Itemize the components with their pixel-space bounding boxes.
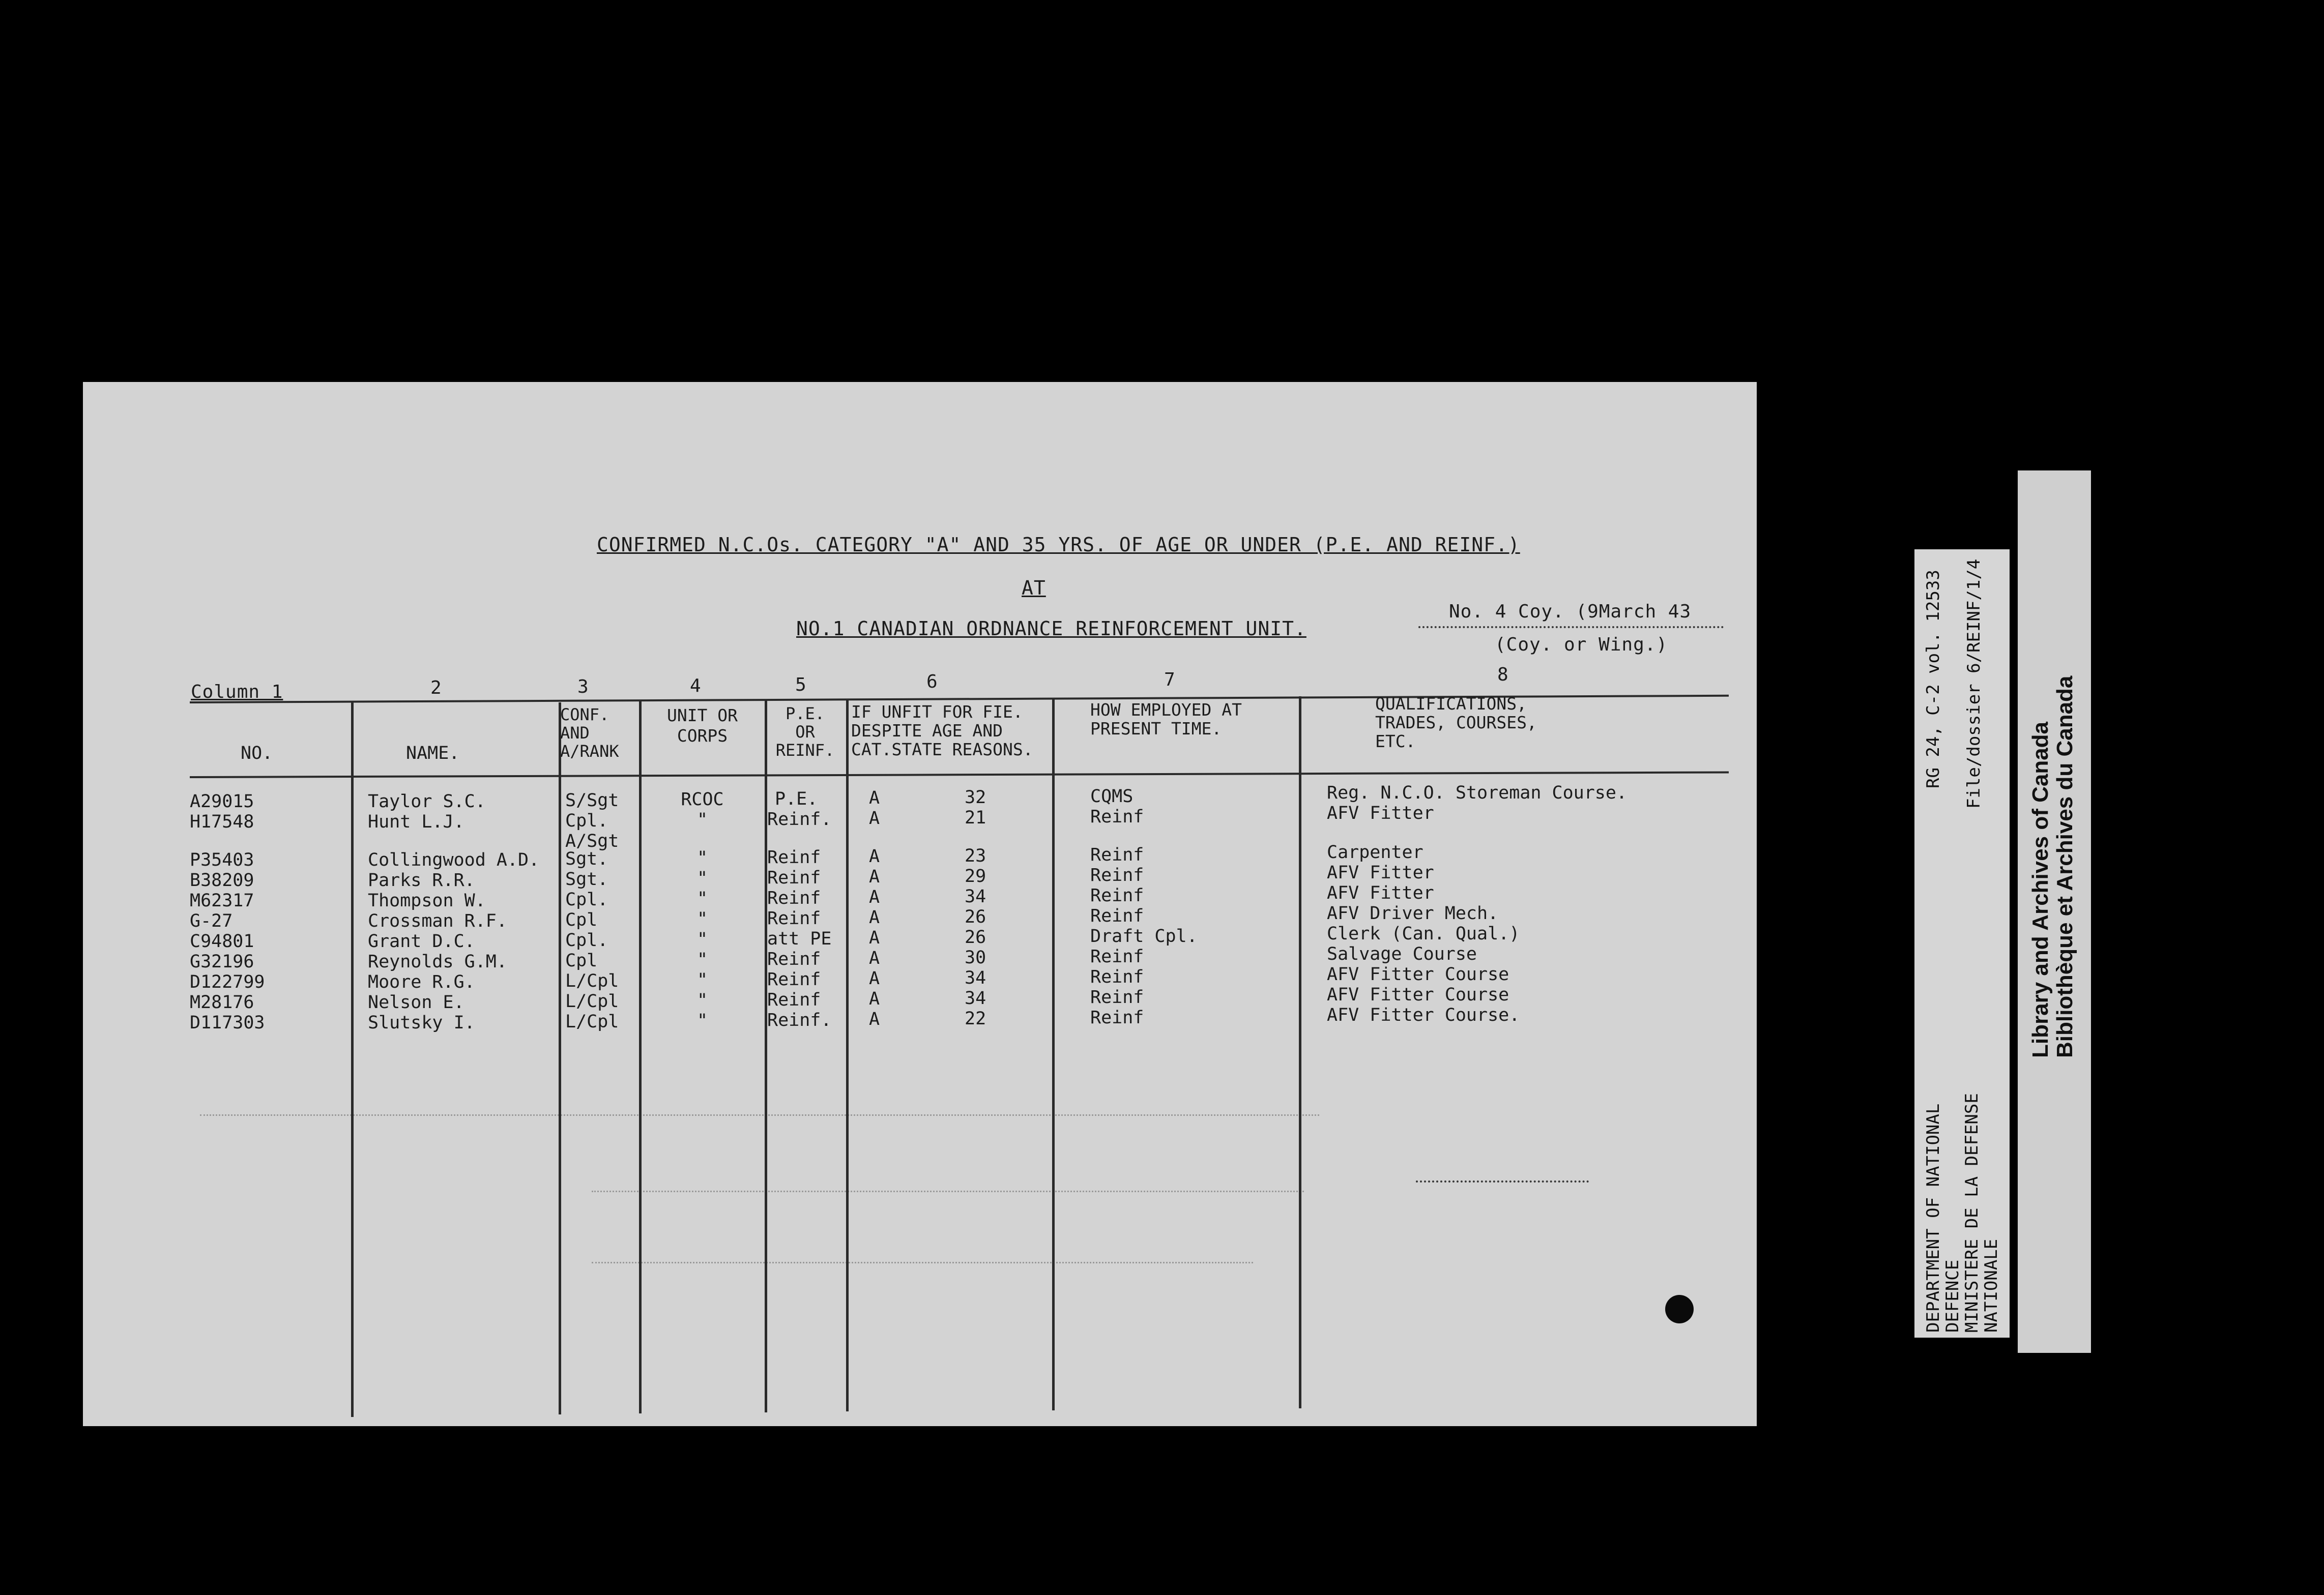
column-divider [765,700,767,1412]
department-line: DEPARTMENT OF NATIONAL [1923,1103,1943,1333]
company-note: (Coy. or Wing.) [1495,634,1668,655]
cell-rank: Cpl [565,951,598,971]
cell-employed: Reinf [1090,906,1144,926]
cell-pe: Reinf [767,949,821,969]
cell-age: 30 [965,948,986,968]
cell-cat: A [869,968,880,989]
cell-qualifications: AFV Fitter Course. [1327,1005,1520,1025]
cell-cat: A [869,989,880,1009]
cell-name: Nelson E. [368,992,464,1013]
header-unit: UNIT OR CORPS [666,705,738,746]
cell-employed: Reinf [1090,1008,1144,1028]
column-divider [351,702,354,1417]
cell-employed: Reinf [1090,865,1144,885]
lac-label [2018,470,2091,1353]
department-line: DEFENCE [1942,1259,1963,1333]
faint-rule [592,1262,1253,1263]
cell-qualifications: Salvage Course [1327,944,1477,964]
cell-name: Grant D.C. [368,931,475,952]
cell-employed: Reinf [1090,947,1144,967]
cell-cat: A [869,788,880,808]
column-number-7: 7 [1164,669,1176,690]
cell-unit: " [696,1011,708,1031]
cell-name: Hunt L.J. [368,812,464,832]
cell-qualifications: AFV Fitter Course [1327,985,1509,1005]
cell-pe: Reinf [767,969,821,990]
header-no: NO. [241,743,273,763]
cell-no: C94801 [190,931,254,952]
department-line: NATIONALE [1981,1238,2001,1333]
column-number-2: 2 [430,677,442,698]
cell-age: 22 [965,1009,986,1029]
form-unit-title: NO.1 CANADIAN ORDNANCE REINFORCEMENT UNIT. [796,617,1306,640]
archive-reference-line: RG 24, C-2 vol. 12533 [1923,570,1943,788]
company-underline [1418,626,1724,628]
cell-qualifications: AFV Driver Mech. [1327,903,1499,924]
cell-rank: Cpl [565,910,598,930]
cell-employed: Reinf [1090,807,1144,827]
cell-no: G-27 [190,911,233,931]
header-unfit: IF UNFIT FOR FIE. DESPITE AGE AND CAT.STATE REASONS. [851,702,1033,759]
cell-age: 26 [965,927,986,948]
cell-age: 34 [965,968,986,988]
cell-unit: " [696,810,708,830]
cell-name: Reynolds G.M. [368,952,507,972]
cell-unit: " [696,929,708,950]
lac-name-english: Library and Archives of Canada [2028,721,2053,1058]
header-qualifications: QUALIFICATIONS, TRADES, COURSES, ETC. [1375,694,1537,751]
cell-employed: CQMS [1090,786,1134,807]
cell-no: B38209 [190,870,254,891]
column-divider [1299,696,1301,1408]
cell-qualifications: AFV Fitter [1327,863,1434,883]
cell-rank: Cpl. A/Sgt [565,811,619,851]
cell-pe: att PE [767,929,832,949]
form-title-at: AT [1022,577,1046,599]
column-number-3: 3 [577,676,589,697]
cell-name: Thompson W. [368,891,486,911]
cell-no: M28176 [190,992,254,1013]
cell-rank: L/Cpl [565,1012,619,1032]
cell-employed: Reinf [1090,987,1144,1008]
cell-name: Slutsky I. [368,1013,475,1033]
archive-reference-label [1914,549,2010,1338]
cell-no: G32196 [190,952,254,972]
lac-name-french: Bibliothèque et Archives du Canada [2052,675,2077,1058]
cell-no: D122799 [190,972,265,992]
cell-age: 34 [965,887,986,907]
cell-unit: " [696,950,708,970]
cell-cat: A [869,846,880,867]
cell-qualifications: Carpenter [1327,842,1424,863]
cell-cat: A [869,948,880,968]
cell-unit: " [696,909,708,929]
cell-unit: " [696,970,708,990]
cell-age: 23 [965,846,986,866]
cell-no: A29015 [190,791,254,812]
cell-qualifications: Reg. N.C.O. Storeman Course. [1327,783,1628,803]
cell-pe: Reinf [767,847,821,868]
cell-age: 32 [965,787,986,808]
department-line: MINISTERE DE LA DEFENSE [1962,1093,1982,1333]
cell-no: D117303 [190,1013,265,1033]
column-divider [559,702,561,1414]
cell-pe: Reinf [767,990,821,1010]
faint-rule [592,1191,1304,1192]
dotted-rule [1416,1180,1589,1183]
cell-cat: A [869,907,880,928]
cell-name: Moore R.G. [368,972,475,992]
column-divider [1052,698,1055,1410]
cell-unit: " [696,889,708,909]
cell-employed: Reinf [1090,967,1144,987]
cell-unit: " [696,990,708,1011]
column-number-1: Column 1 [191,682,283,702]
cell-age: 29 [965,866,986,887]
column-divider [846,699,849,1411]
cell-pe: Reinf. [767,809,832,830]
cell-rank: S/Sgt [565,790,619,811]
cell-rank: Sgt. [565,869,608,890]
cell-age: 26 [965,907,986,927]
cell-cat: A [869,808,880,829]
archive-reference-file: File/dossier 6/REINF/1/4 [1964,558,1984,809]
cell-rank: Cpl. [565,890,608,910]
cell-no: P35403 [190,850,254,870]
punch-hole [1665,1295,1694,1323]
cell-qualifications: Clerk (Can. Qual.) [1327,924,1520,944]
cell-name: Parks R.R. [368,870,475,891]
form-title: CONFIRMED N.C.Os. CATEGORY "A" AND 35 YRS. OF AGE OR UNDER (P.E. AND REINF.) [597,534,1520,556]
cell-pe: Reinf [767,888,821,908]
cell-cat: A [869,867,880,887]
cell-pe: Reinf. [767,1010,832,1030]
header-rank: CONF. AND A/RANK [560,705,619,761]
cell-employed: Reinf [1090,885,1144,906]
cell-qualifications: AFV Fitter [1327,803,1434,823]
cell-unit: " [696,848,708,868]
cell-pe: Reinf [767,868,821,888]
cell-pe: Reinf [767,908,821,929]
cell-no: M62317 [190,891,254,911]
cell-employed: Draft Cpl. [1090,926,1198,947]
column-number-8: 8 [1497,664,1509,685]
cell-age: 21 [965,808,986,828]
cell-unit: " [696,868,708,889]
company-label: No. 4 Coy. (9March 43 [1449,601,1692,622]
document-sheet [83,382,1757,1426]
cell-employed: Reinf [1090,845,1144,865]
header-employed: HOW EMPLOYED AT PRESENT TIME. [1090,700,1242,739]
cell-name: Collingwood A.D. [368,850,540,870]
faint-rule [200,1114,1319,1116]
column-number-4: 4 [690,675,702,696]
header-bottom-rule [190,771,1729,778]
cell-pe: P.E. [775,789,818,809]
header-name: NAME. [406,743,460,763]
cell-rank: Cpl. [565,930,608,951]
column-number-6: 6 [926,671,938,692]
cell-rank: Sgt. [565,849,608,869]
cell-unit: RCOC [681,789,724,810]
column-divider [639,701,642,1413]
cell-rank: L/Cpl [565,971,619,991]
cell-age: 34 [965,988,986,1009]
cell-no: H17548 [190,812,254,832]
cell-rank: L/Cpl [565,991,619,1012]
cell-name: Taylor S.C. [368,791,486,812]
cell-qualifications: AFV Fitter [1327,883,1434,903]
column-number-5: 5 [795,674,807,695]
cell-cat: A [869,887,880,907]
header-pe: P.E. OR REINF. [775,704,835,760]
cell-cat: A [869,928,880,948]
cell-name: Crossman R.F. [368,911,507,931]
cell-cat: A [869,1009,880,1029]
cell-qualifications: AFV Fitter Course [1327,964,1509,985]
